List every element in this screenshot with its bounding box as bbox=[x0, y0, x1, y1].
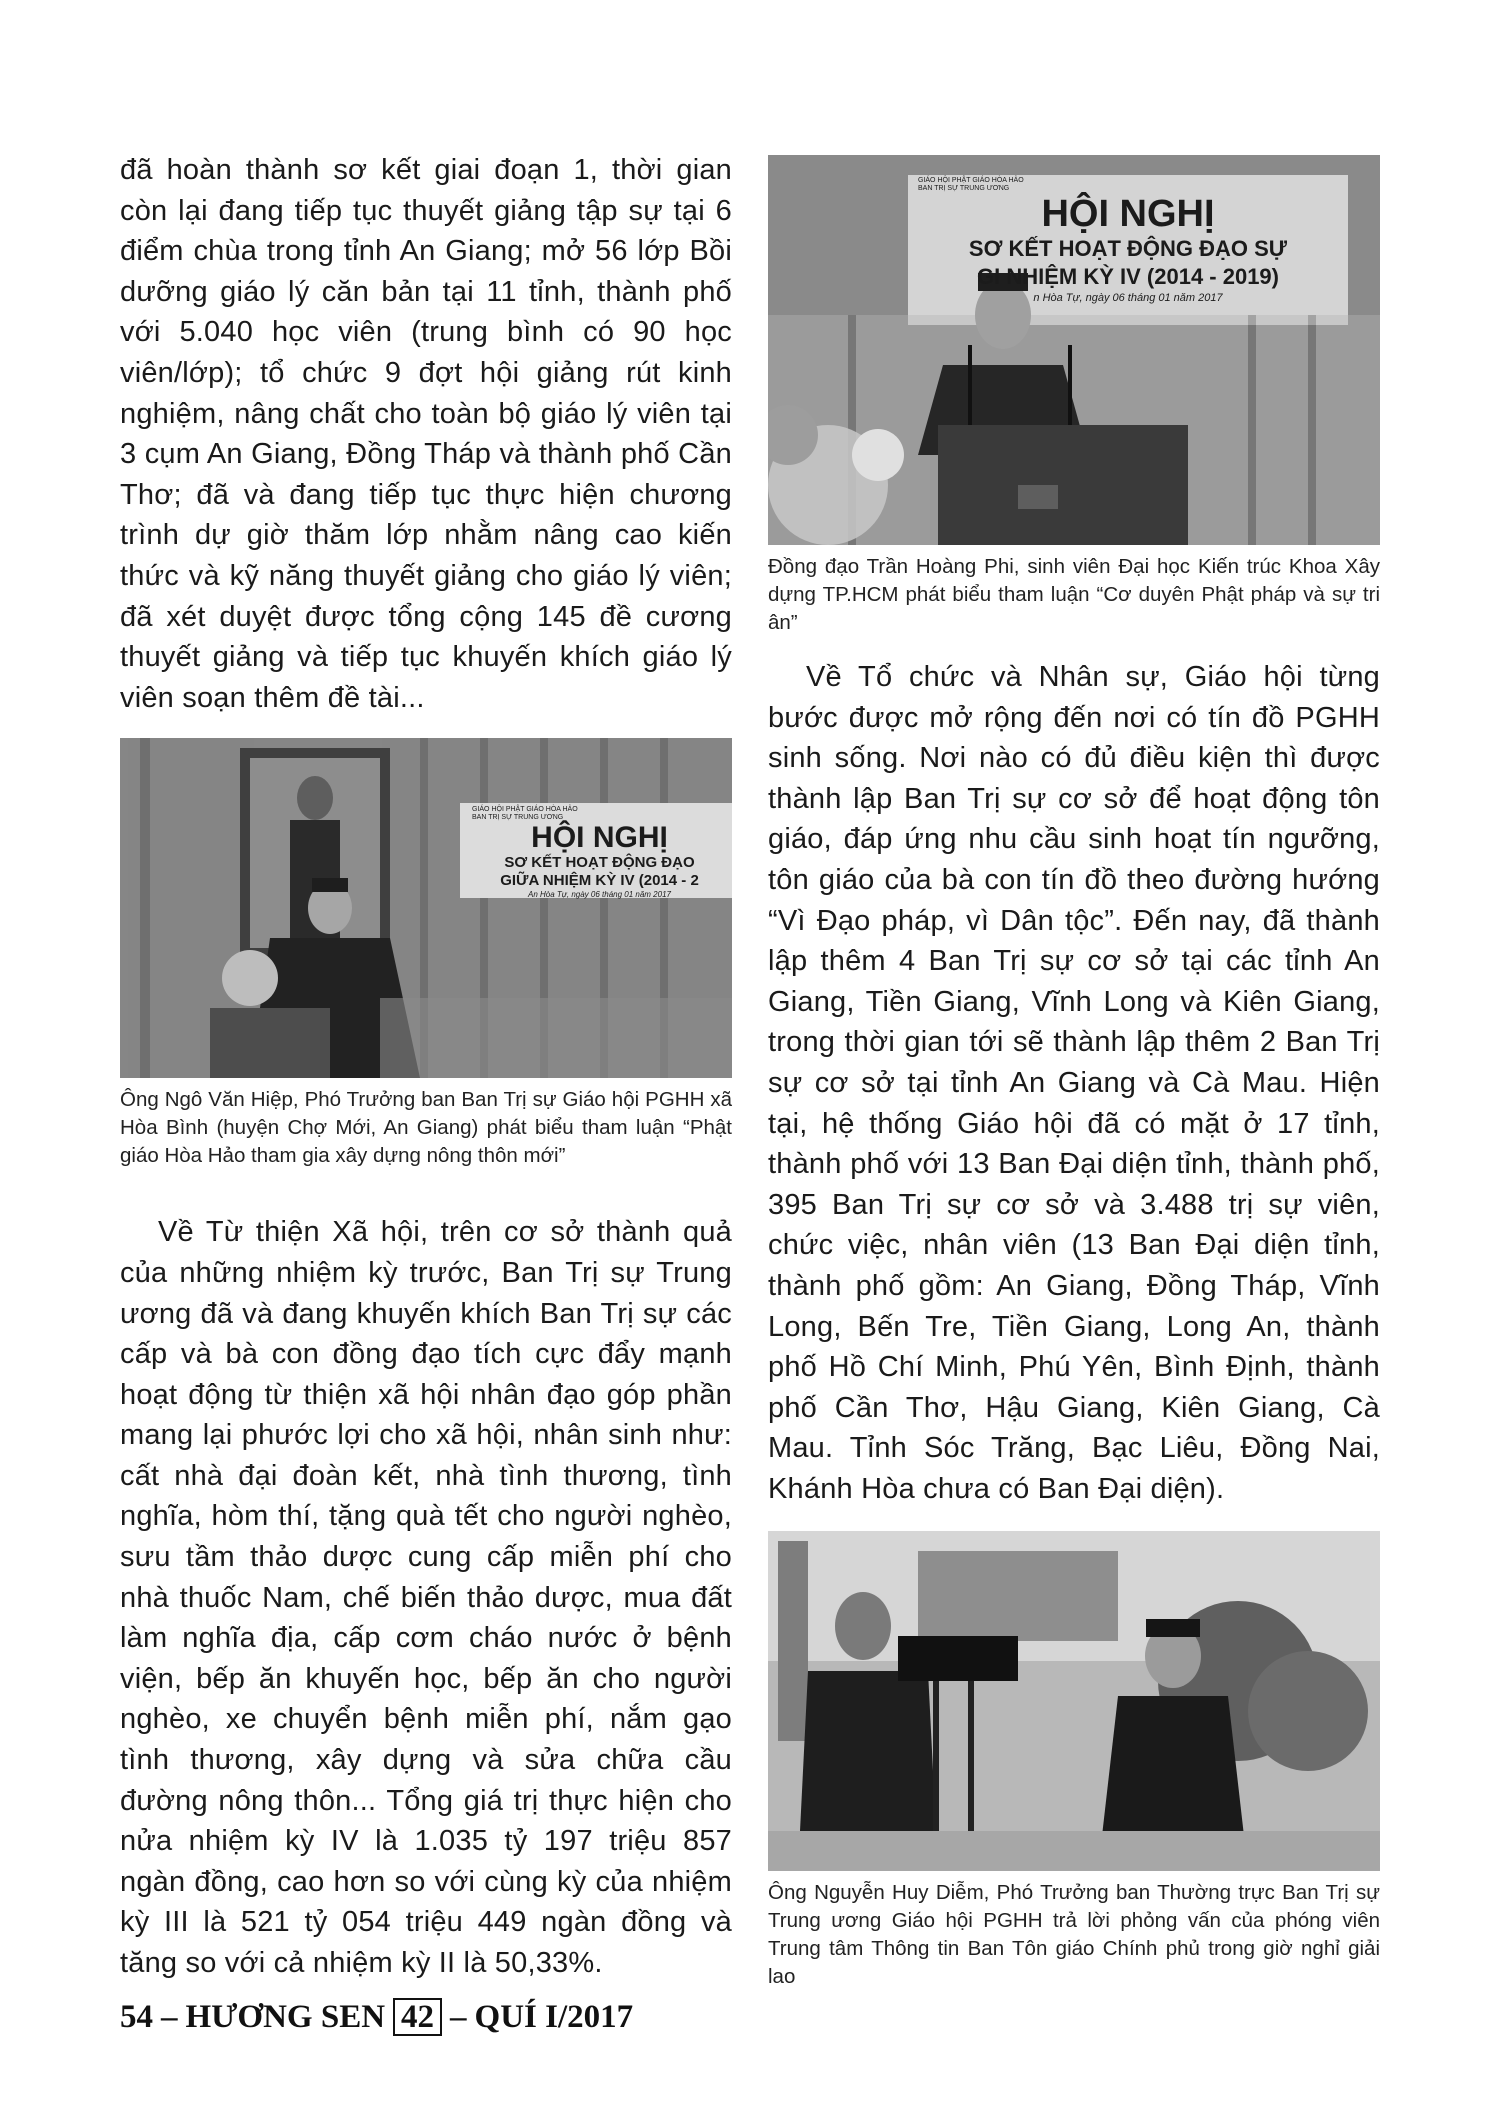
right-column bbox=[768, 155, 1380, 1991]
photo-caption: Đồng đạo Trần Hoàng Phi, sinh viên Đại học Kiến trúc Khoa Xây dựng TP.HCM phát biểu tham luận “Cơ duyên Phật pháp và sự tri ân” bbox=[768, 555, 1380, 634]
banner-org: GIÁO HỘI PHẬT GIÁO HÒA HẢO BAN TRỊ SỰ TRUNG ƯƠNG bbox=[918, 177, 1024, 192]
banner-org: GIÁO HỘI PHẬT GIÁO HÒA HẢO BAN TRỊ SỰ TRUNG ƯƠNG bbox=[472, 806, 578, 822]
photo-caption: Ông Nguyễn Huy Diễm, Phó Trưởng ban Thường trực Ban Trị sự Trung ương Giáo hội PGHH trả lời phỏng vấn của phóng viên Trung tâm Thông tin Ban Tôn giáo Chính phủ trong giờ nghỉ giải lao bbox=[768, 1881, 1380, 1989]
photo-scene bbox=[768, 1531, 1380, 1871]
issue-period: QUÍ I/2017 bbox=[474, 1998, 634, 2035]
photo-speaker-hiep bbox=[120, 738, 732, 1078]
photo-scene bbox=[120, 738, 732, 1078]
body-paragraph: Về Từ thiện Xã hội, trên cơ sở thành quả của những nhiệm kỳ trước, Ban Trị sự Trung ương đã và đang khuyến khích Ban Trị sự các cấp và bà con đồng đạo tích cực đẩy mạnh hoạt động từ thiện xã hội nhân đạo góp phần mang lại phước lợi cho xã hội, nhân sinh như: cất nhà đại đoàn kết, nhà tình thương, tình nghĩa, hòm thí, tặng quà tết cho người nghèo, sưu tầm thảo dược cung cấp miễn phí cho nhà thuốc Nam, chế biến thảo dược, mua đất làm nghĩa địa, cấp cơm cháo nước ở bệnh viện, bếp ăn khuyến học, bếp ăn cho người nghèo, xe chuyển bệnh miễn phí, nắm gạo tình thương, xây dựng và sửa chữa cầu đường nông thôn... Tổng giá trị thực hiện cho nửa nhiệm kỳ IV là 1.035 tỷ 197 triệu 857 ngàn đồng, cao hơn so với cùng kỳ của nhiệm kỳ III là 521 tỷ 054 triệu 449 ngàn đồng và tăng so với cả nhiệm kỳ II là 50,33%. bbox=[120, 1216, 732, 1979]
magazine-name: HƯƠNG SEN bbox=[185, 1998, 386, 2035]
photo-interview-diem bbox=[768, 1531, 1380, 1871]
body-paragraph: đã hoàn thành sơ kết giai đoạn 1, thời gian còn lại đang tiếp tục thuyết giảng tập sự tại 6 điểm chùa trong tỉnh An Giang; mở 56 lớp Bồi dưỡng giáo lý căn bản tại 11 tỉnh, thành phố với 5.040 học viên (trung bình có 90 học viên/lớp); tổ chức 9 đợt hội giảng rút kinh nghiệm, nâng chất cho toàn bộ giáo lý viên tại 3 cụm An Giang, Đồng Tháp và thành phố Cần Thơ; đã và đang tiếp tục thực hiện chương trình dự giờ thăm lớp nhằm nâng cao kiến thức và kỹ năng thuyết giảng cho giáo lý viên; đã xét duyệt được tổng cộng 145 đề cương thuyết giảng và tiếp tục khuyến khích giáo lý viên soạn thêm đề tài... bbox=[120, 154, 732, 714]
issue-number: 42 bbox=[393, 1998, 442, 2036]
footer-dash: – bbox=[161, 1998, 178, 2035]
banner-subtitle-2: GIỮA NHIỆM KỲ IV (2014 - 2 bbox=[500, 872, 699, 890]
banner-subtitle-1: SƠ KẾT HOẠT ĐỘNG ĐẠO bbox=[504, 854, 695, 872]
photo-speaker-phi bbox=[768, 155, 1380, 545]
body-paragraph: Về Tổ chức và Nhân sự, Giáo hội từng bước được mở rộng đến nơi có tín đồ PGHH sinh sống. Nơi nào có đủ điều kiện thì được thành lập Ban Trị sự cơ sở để hoạt động tôn giáo, đáp ứng nhu cầu sinh hoạt tín ngưỡng, tôn giáo của bà con tín đồ theo đường hướng “Vì Đạo pháp, vì Dân tộc”. Đến nay, đã thành lập thêm 4 Ban Trị sự cơ sở tại các tỉnh An Giang, Tiền Giang, Vĩnh Long và Kiên Giang, trong thời gian tới sẽ thành lập thêm 2 Ban Trị sự cơ sở tại tỉnh An Giang và Cà Mau. Hiện tại, hệ thống Giáo hội đã có mặt ở 17 tỉnh, thành phố với 13 Ban Đại diện tỉnh, thành phố, 395 Ban Trị sự cơ sở và 3.488 trị sự viên, chức việc, nhân viên (13 Ban Đại diện tỉnh, thành phố gồm: An Giang, Đồng Tháp, Vĩnh Long, Bến Tre, Tiền Giang, Long An, thành phố Hồ Chí Minh, Phú Yên, Bình Định, thành phố Cần Thơ, Hậu Giang, Kiên Giang, Cà Mau. Tỉnh Sóc Trăng, Bạc Liêu, Đồng Nai, Khánh Hòa chưa có Ban Đại diện). bbox=[768, 661, 1380, 1505]
banner-subtitle-2: GI NHIỆM KỲ IV (2014 - 2019) bbox=[977, 264, 1279, 289]
banner-date: An Hòa Tự, ngày 06 tháng 01 năm 2017 bbox=[528, 890, 671, 900]
footer-dash: – bbox=[450, 1998, 467, 2035]
banner-title: HỘI NGHỊ bbox=[531, 821, 668, 855]
left-column bbox=[120, 150, 732, 1984]
photo-caption: Ông Ngô Văn Hiệp, Phó Trưởng ban Ban Trị sự Giáo hội PGHH xã Hòa Bình (huyện Chợ Mới, An Giang) phát biểu tham luận “Phật giáo Hòa Hảo tham gia xây dựng nông thôn mới” bbox=[120, 1088, 732, 1168]
page-number: 54 bbox=[120, 1998, 153, 2035]
banner-title: HỘI NGHỊ bbox=[1041, 193, 1215, 235]
banner-subtitle-1: SƠ KẾT HOẠT ĐỘNG ĐẠO SỰ bbox=[968, 236, 1288, 261]
page-footer bbox=[120, 1998, 820, 2036]
banner-date: n Hòa Tự, ngày 06 tháng 01 năm 2017 bbox=[1033, 292, 1223, 304]
